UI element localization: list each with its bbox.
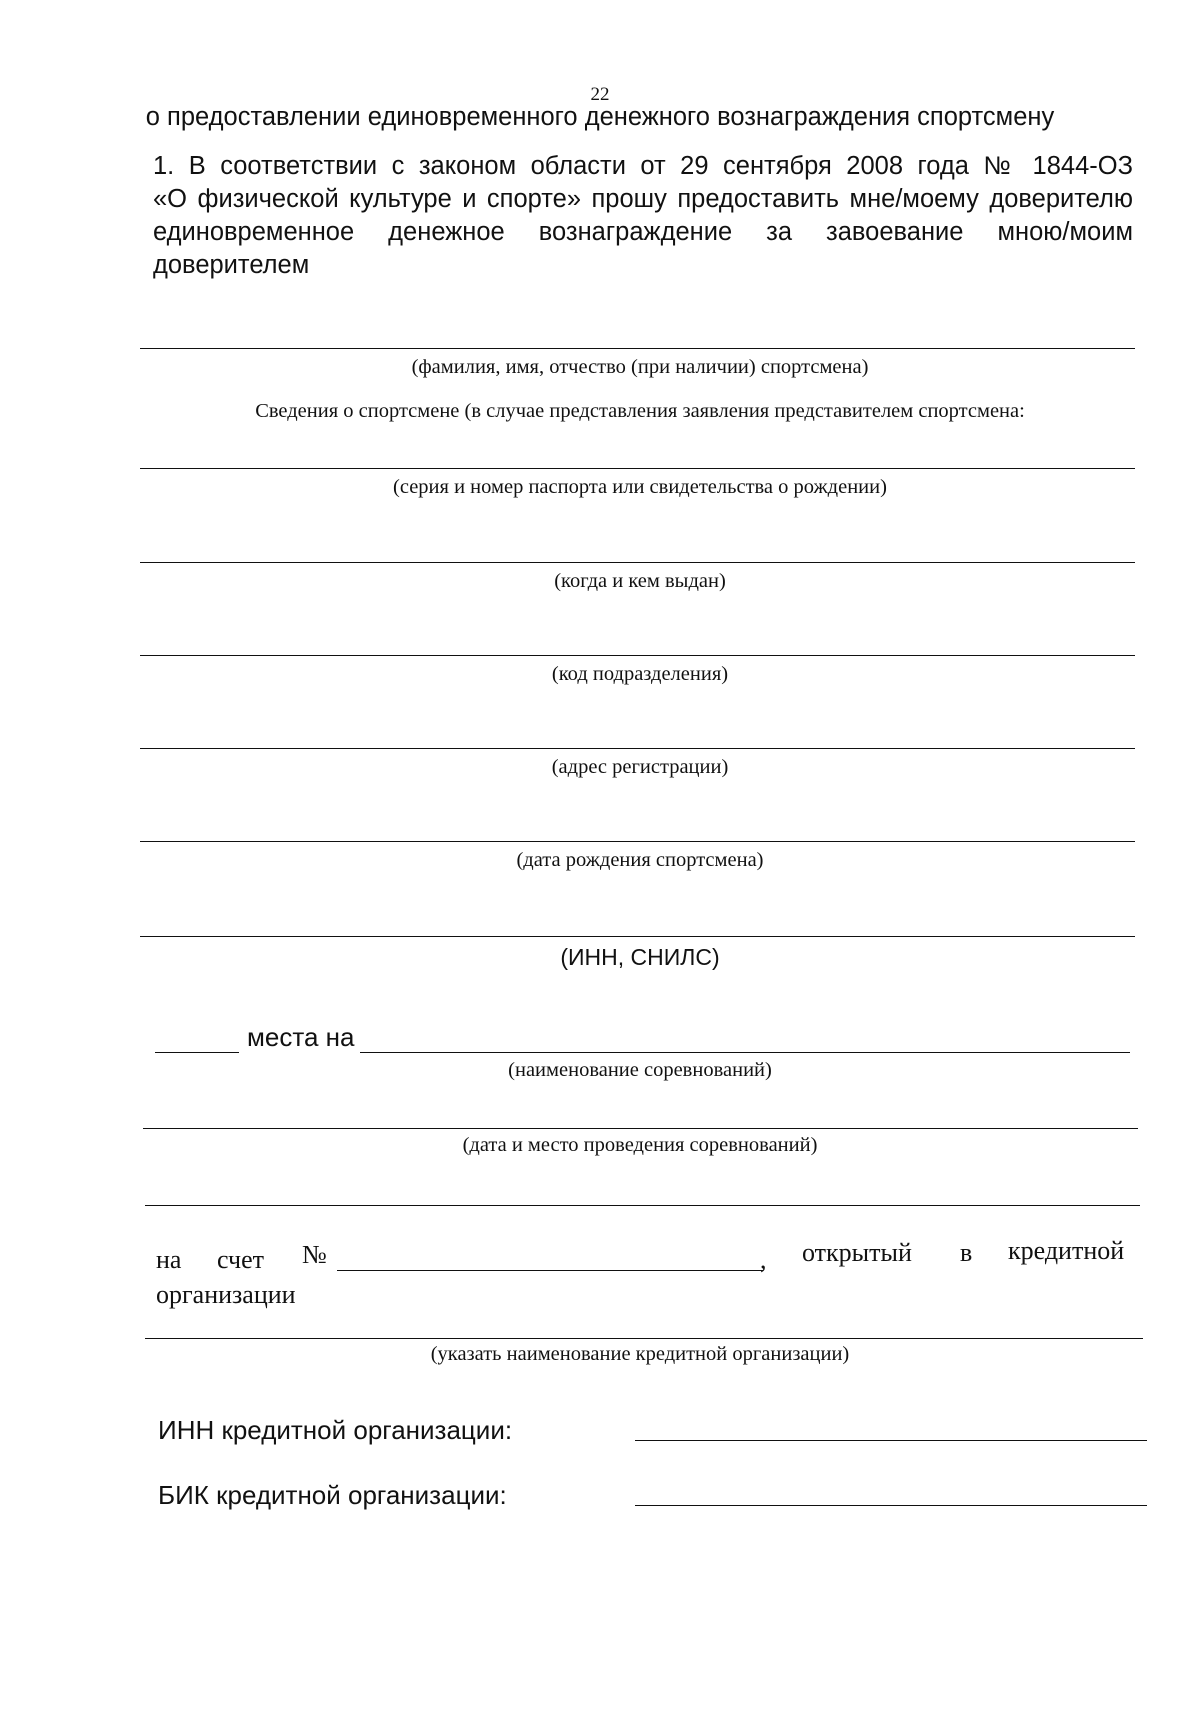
place-label: места на bbox=[247, 1022, 355, 1052]
page-number: 22 bbox=[590, 84, 610, 105]
account-word-na: на bbox=[156, 1245, 182, 1274]
account-word-v: в bbox=[960, 1238, 973, 1267]
athlete-name-caption: (фамилия, имя, отчество (при наличии) спортсмена) bbox=[411, 356, 869, 378]
passport-line[interactable] bbox=[140, 468, 1135, 469]
intro-paragraph bbox=[153, 150, 1133, 282]
registration-address-caption: (адрес регистрации) bbox=[551, 756, 729, 778]
account-line-2: организации bbox=[156, 1280, 296, 1309]
athlete-info-intro: Сведения о спортсмене (в случае представления заявления представителем спортсмена: bbox=[255, 400, 1025, 422]
bank-inn-field[interactable] bbox=[635, 1440, 1147, 1441]
account-word-credit: кредитной bbox=[1008, 1236, 1125, 1265]
bank-inn-label: ИНН кредитной организации: bbox=[158, 1415, 513, 1445]
inn-snils-line[interactable] bbox=[140, 936, 1135, 937]
birth-date-line[interactable] bbox=[140, 841, 1135, 842]
bank-name-line[interactable] bbox=[145, 1338, 1143, 1339]
birth-date-caption: (дата рождения спортсмена) bbox=[516, 849, 764, 871]
division-code-caption: (код подразделения) bbox=[551, 663, 729, 685]
bank-bik-field[interactable] bbox=[635, 1505, 1147, 1506]
issued-by-caption: (когда и кем выдан) bbox=[554, 570, 726, 592]
division-code-line[interactable] bbox=[140, 655, 1135, 656]
bank-name-caption: (указать наименование кредитной организации) bbox=[430, 1343, 850, 1365]
issued-by-line[interactable] bbox=[140, 562, 1135, 563]
account-comma: , bbox=[760, 1245, 767, 1274]
blank-line[interactable] bbox=[145, 1205, 1140, 1206]
competition-name-caption: (наименование соревнований) bbox=[508, 1059, 772, 1081]
place-number-line[interactable] bbox=[155, 1052, 239, 1053]
account-word-open: открытый bbox=[802, 1238, 912, 1267]
intro-line-4: доверителем bbox=[153, 251, 310, 279]
inn-snils-caption: (ИНН, СНИЛС) bbox=[560, 944, 720, 970]
form-heading: о предоставлении единовременного денежного вознаграждения спортсмену bbox=[145, 103, 1055, 131]
competition-date-place-caption: (дата и место проведения соревнований) bbox=[462, 1134, 818, 1156]
competition-name-line[interactable] bbox=[360, 1052, 1130, 1053]
registration-address-line[interactable] bbox=[140, 748, 1135, 749]
account-number-line[interactable] bbox=[337, 1270, 763, 1271]
athlete-name-line[interactable] bbox=[140, 348, 1135, 349]
intro-line-2: «О физической культуре и спорте» прошу предоставить мне/моему доверителю bbox=[153, 185, 1133, 213]
intro-line-3: единовременное денежное вознаграждение за завоевание мною/моим bbox=[153, 218, 1133, 246]
account-word-schet: счет bbox=[217, 1245, 264, 1274]
passport-caption: (серия и номер паспорта или свидетельства о рождении) bbox=[393, 476, 887, 498]
intro-line-1: 1. В соответствии с законом области от 29 сентября 2008 года № 1844-ОЗ bbox=[153, 152, 1133, 180]
number-sign: № bbox=[302, 1240, 327, 1269]
competition-date-place-line[interactable] bbox=[143, 1128, 1138, 1129]
bank-bik-label: БИК кредитной организации: bbox=[158, 1480, 507, 1510]
